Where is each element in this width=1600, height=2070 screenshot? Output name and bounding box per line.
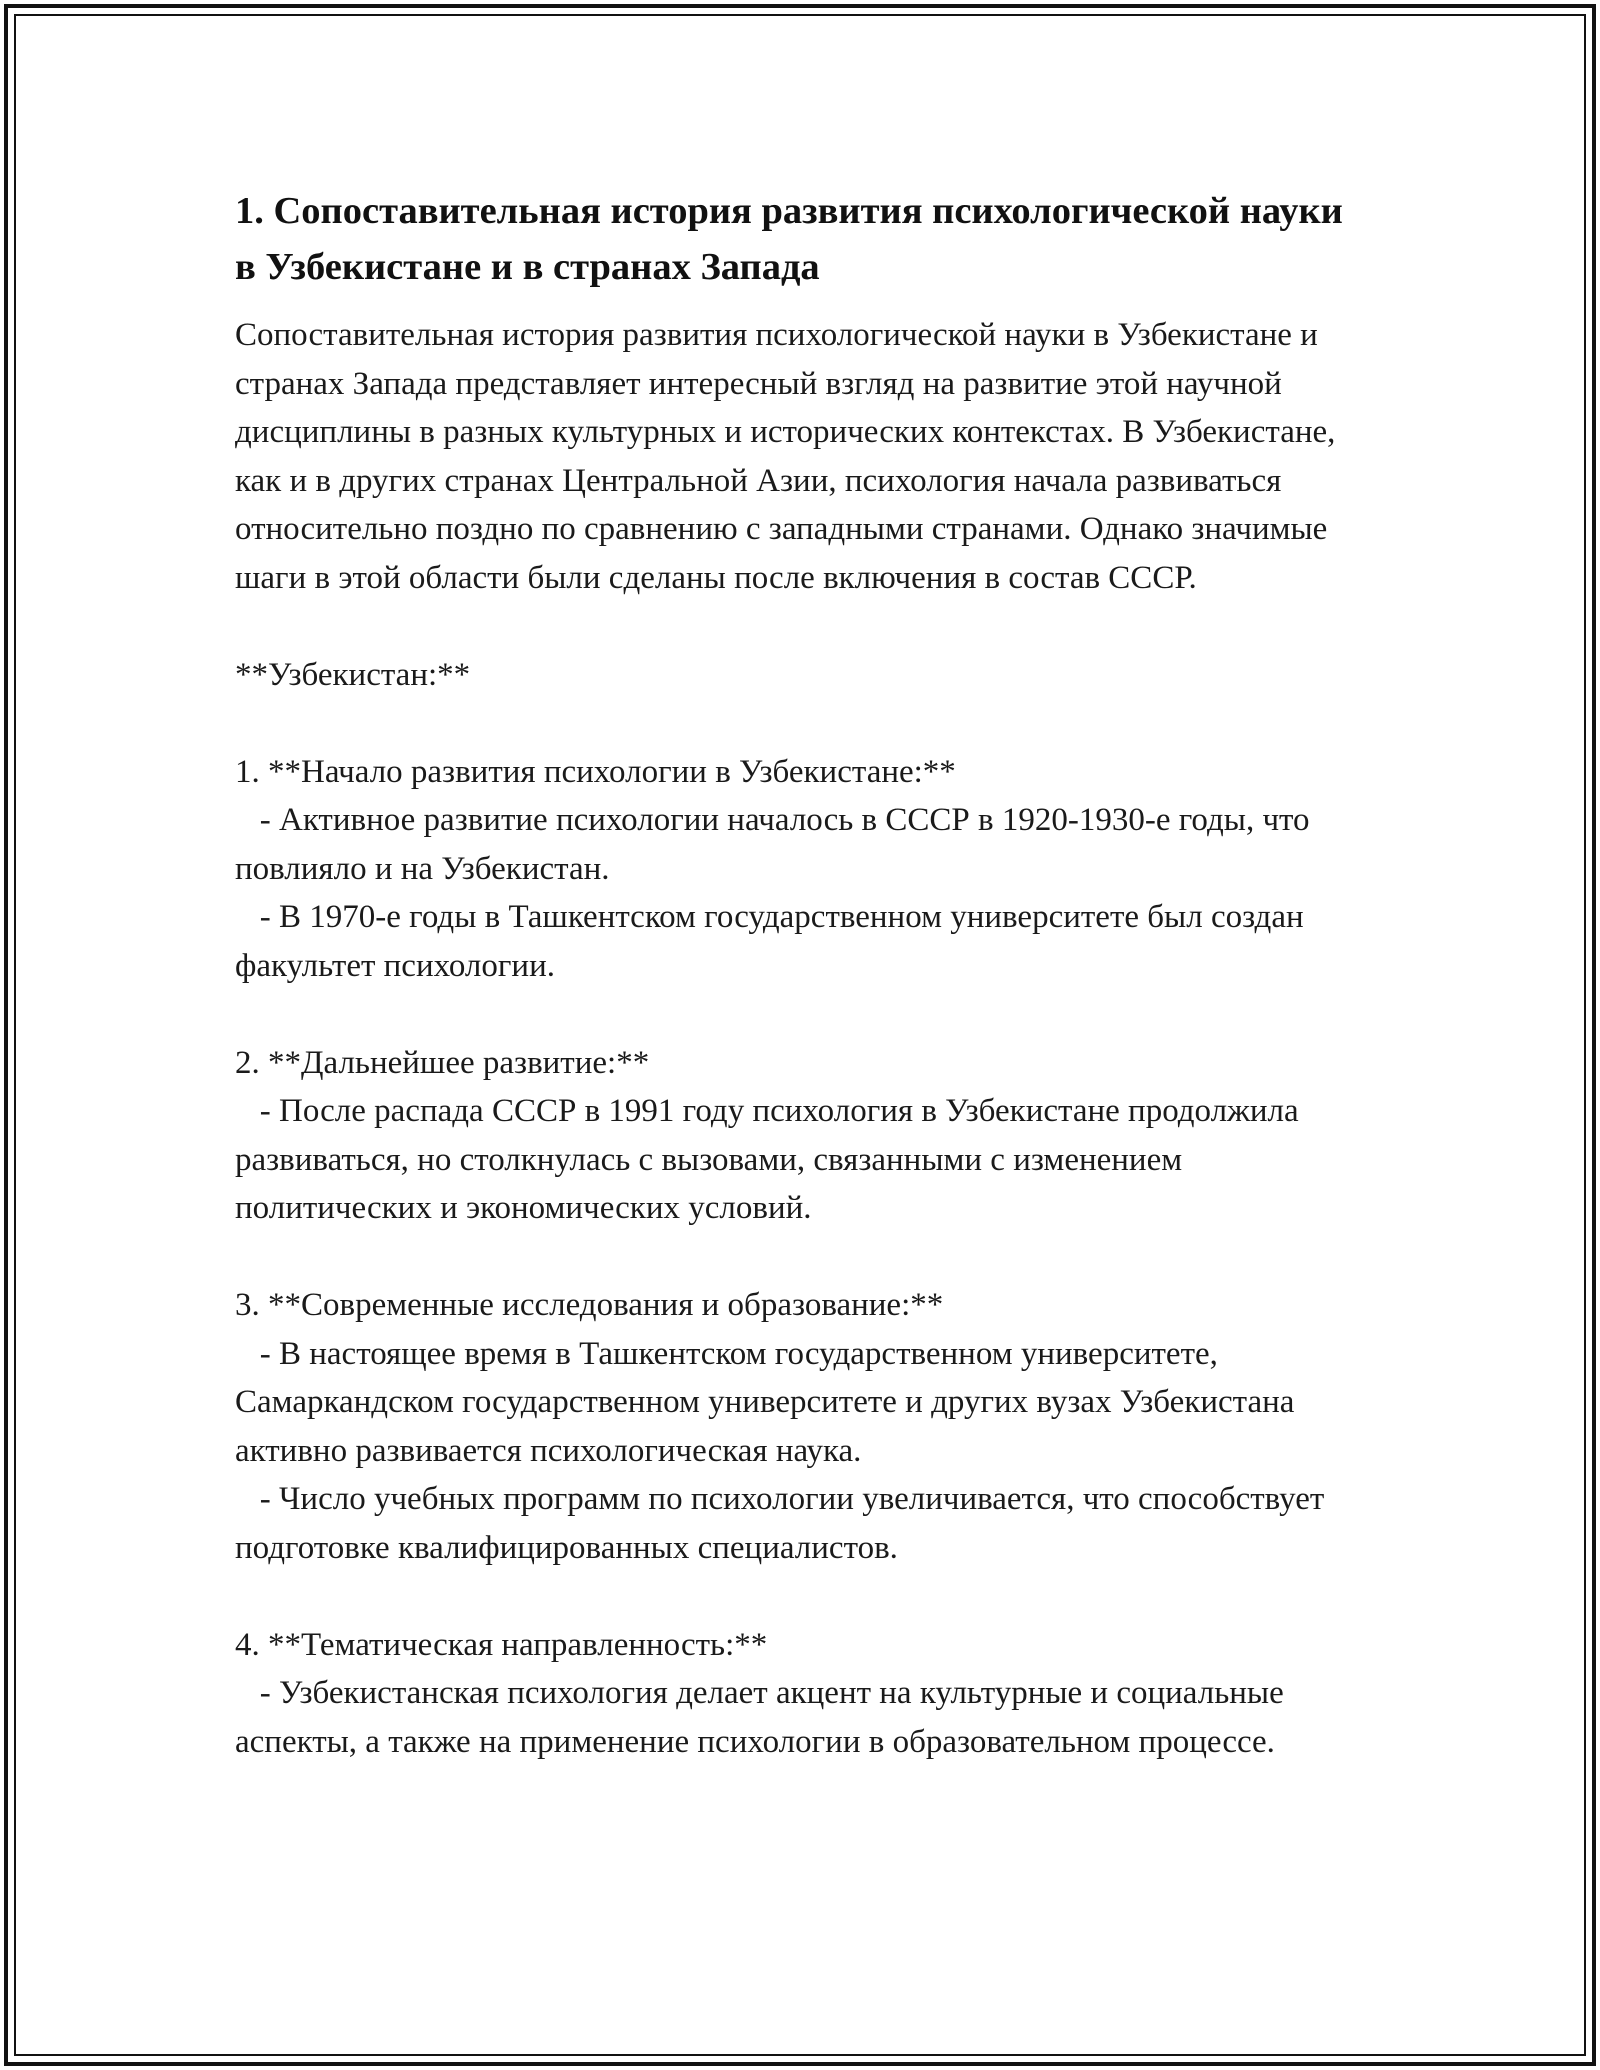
item-heading-3: 3. **Современные исследования и образование:** — [235, 1287, 944, 1323]
spacer — [235, 699, 1365, 748]
document-title: 1. Сопоставительная история развития психологической науки в Узбекистане и в странах Запада — [235, 190, 1343, 288]
spacer — [235, 990, 1365, 1039]
item-2-bullet-1: - После распада СССР в 1991 году психология в Узбекистане продолжила развиваться, но столкнулась с вызовами, связанными с изменением политических и экономических условий. — [235, 1093, 1307, 1226]
item-heading-1: 1. **Начало развития психологии в Узбекистане:** — [235, 753, 956, 790]
item-heading-4: 4. **Тематическая направленность:** — [235, 1626, 768, 1663]
spacer — [235, 1233, 1365, 1282]
item-heading-2: 2. **Дальнейшее развитие:** — [235, 1044, 650, 1081]
item-1-bullet-1: - Активное развитие психологии началось в СССР в 1920-1930-е годы, что повлияло и на Узбекистан. — [235, 802, 1318, 887]
document-body — [235, 183, 1365, 1766]
item-1-bullet-2: - В 1970-е годы в Ташкентском государственном университете был создан факультет психологии. — [235, 899, 1312, 984]
spacer — [235, 1572, 1365, 1621]
item-3-bullet-1: - В настоящее время в Ташкентском государственном университете, Самаркандском государственном университете и других вузах Узбекистана активно развивается психологическая наука. — [235, 1335, 1303, 1469]
section-heading: **Узбекистан:** — [235, 656, 471, 693]
spacer — [235, 602, 1365, 651]
item-4-bullet-1: - Узбекистанская психология делает акцент на культурные и социальные аспекты, а также на применение психологии в образовательном процессе. — [235, 1675, 1292, 1760]
item-3-bullet-2: - Число учебных программ по психологии увеличивается, что способствует подготовке квалифицированных специалистов. — [235, 1481, 1333, 1566]
intro-paragraph: Сопоставительная история развития психологической науки в Узбекистане и странах Запада представляет интересный взгляд на развитие этой научной дисциплины в разных культурных и исторических контекстах. В Узбекистане, как и в других странах Центральной Азии, психология начала развиваться относительно поздно по сравнению с западными странами. Однако значимые шаги в этой области были сделаны после включения в состав СССР. — [235, 317, 1344, 596]
